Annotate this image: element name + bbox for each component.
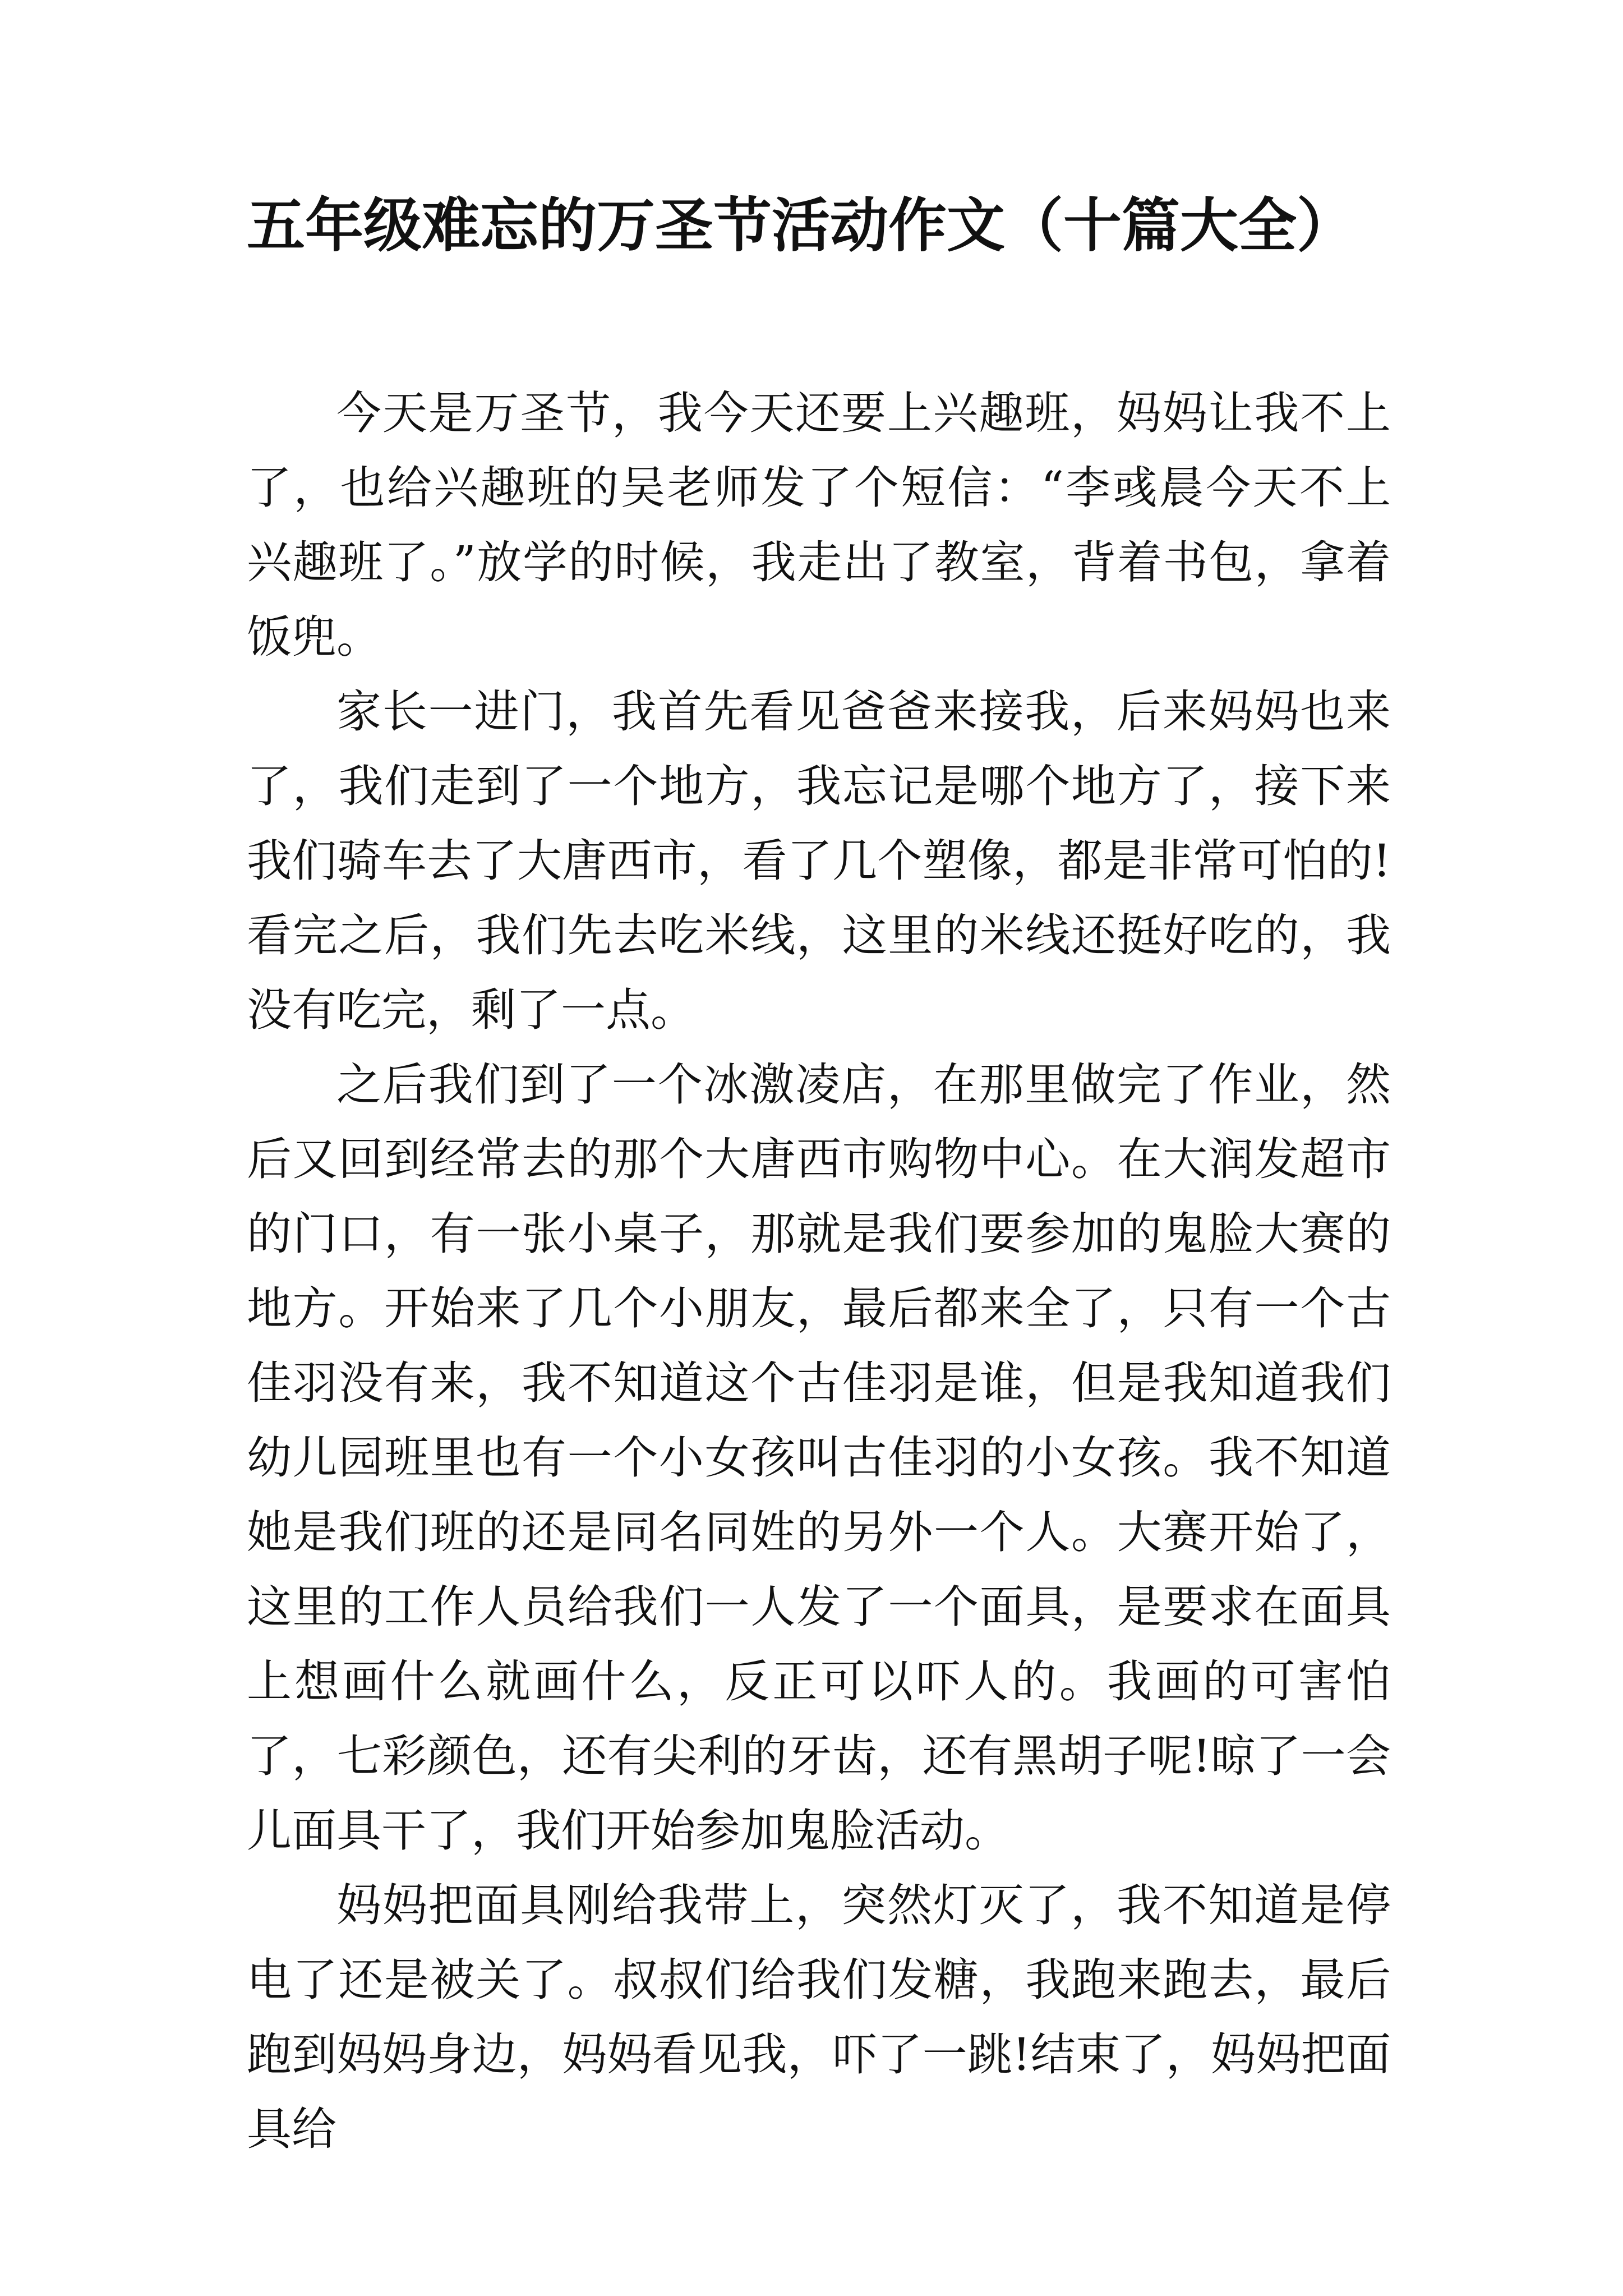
document-title: 五年级难忘的万圣节活动作文（十篇大全） — [247, 191, 1355, 260]
paragraph: 妈妈把面具刚给我带上，突然灯灭了，我不知道是停电了还是被关了。叔叔们给我们发糖，我跑来跑去，最后跑到妈妈身边，妈妈看见我，吓了一跳!结束了，妈妈把面具给 — [247, 1879, 1391, 2155]
paragraph: 今天是万圣节，我今天还要上兴趣班，妈妈让我不上了，也给兴趣班的吴老师发了个短信：“李彧晨今天不上兴趣班了。”放学的时候，我走出了教室，背着书包，拿着饭兜。 — [247, 387, 1391, 663]
paragraph: 之后我们到了一个冰激凌店，在那里做完了作业，然后又回到经常去的那个大唐西市购物中心。在大润发超市的门口，有一张小桌子，那就是我们要参加的鬼脸大赛的地方。开始来了几个小朋友，最后都来全了，只有一个古佳羽没有来，我不知道这个古佳羽是谁，但是我知道我们幼儿园班里也有一个小女孩叫古佳羽的小女孩。我不知道她是我们班的还是同名同姓的另外一个人。大赛开始了，这里的工作人员给我们一人发了一个面具，是要求在面具上想画什么就画什么，反正可以吓人的。我画的可害怕了，七彩颜色，还有尖利的牙齿，还有黑胡子呢!晾了一会儿面具干了，我们开始参加鬼脸活动。 — [247, 1059, 1391, 1857]
paragraph: 家长一进门，我首先看见爸爸来接我，后来妈妈也来了，我们走到了一个地方，我忘记是哪个地方了，接下来我们骑车去了大唐西市，看了几个塑像，都是非常可怕的!看完之后，我们先去吃米线，这里的米线还挺好吃的，我没有吃完，剩了一点。 — [247, 685, 1391, 1036]
document-body — [247, 376, 1391, 2166]
